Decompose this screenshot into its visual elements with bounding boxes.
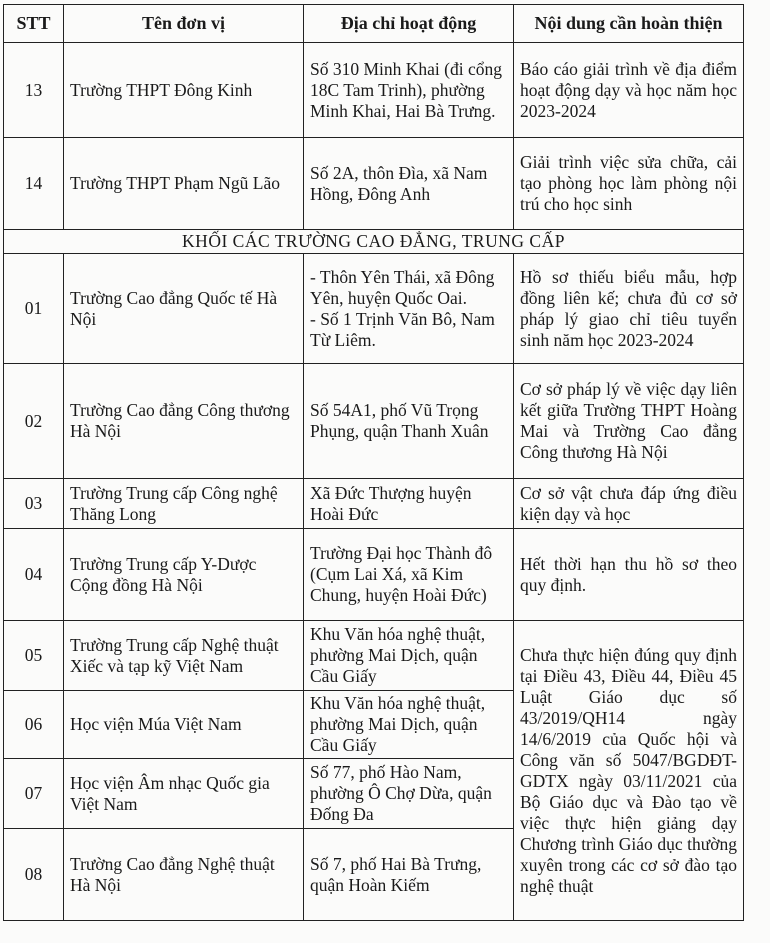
- table-row: [4, 364, 744, 479]
- row-unit-name: Học viện Múa Việt Nam: [64, 691, 304, 759]
- row-stt: 03: [4, 479, 64, 529]
- row-unit-name: Trường THPT Phạm Ngũ Lão: [64, 138, 304, 230]
- row-stt: 04: [4, 529, 64, 621]
- row-stt: 08: [4, 829, 64, 921]
- row-address: Số 7, phố Hai Bà Trưng, quận Hoàn Kiếm: [304, 829, 514, 921]
- table-row: [4, 479, 744, 529]
- row-stt: 13: [4, 43, 64, 138]
- row-unit-name: Trường Trung cấp Công nghệ Thăng Long: [64, 479, 304, 529]
- header-content: Nội dung cần hoàn thiện: [514, 5, 744, 43]
- row-stt: 05: [4, 621, 64, 691]
- row-address: Số 310 Minh Khai (đi cổng 18C Tam Trinh), phường Minh Khai, Hai Bà Trưng.: [304, 43, 514, 138]
- row-address: Khu Văn hóa nghệ thuật, phường Mai Dịch, quận Cầu Giấy: [304, 691, 514, 759]
- table-row: [4, 43, 744, 138]
- row-address: Xã Đức Thượng huyện Hoài Đức: [304, 479, 514, 529]
- row-stt: 01: [4, 254, 64, 364]
- table-row: [4, 529, 744, 621]
- row-stt: 02: [4, 364, 64, 479]
- header-name: Tên đơn vị: [64, 5, 304, 43]
- address-line: - Thôn Yên Thái, xã Đông Yên, huyện Quốc Oai.: [310, 266, 495, 308]
- row-address: Số 77, phố Hào Nam, phường Ô Chợ Dừa, quận Đống Đa: [304, 759, 514, 829]
- address-line: - Số 1 Trịnh Văn Bô, Nam Từ Liêm.: [310, 308, 495, 350]
- row-content: Hết thời hạn thu hồ sơ theo quy định.: [514, 529, 744, 621]
- row-address: Trường Đại học Thành đô (Cụm Lai Xá, xã Kim Chung, huyện Hoài Đức): [304, 529, 514, 621]
- row-stt: 07: [4, 759, 64, 829]
- table-header-row: [4, 5, 744, 43]
- table-row: [4, 621, 744, 691]
- row-content: Cơ sở pháp lý về việc dạy liên kết giữa Trường THPT Hoàng Mai và Trường Cao đẳng Công thương Hà Nội: [514, 364, 744, 479]
- row-address: Khu Văn hóa nghệ thuật, phường Mai Dịch, quận Cầu Giấy: [304, 621, 514, 691]
- row-stt: 06: [4, 691, 64, 759]
- row-unit-name: Trường Cao đẳng Công thương Hà Nội: [64, 364, 304, 479]
- row-address: Số 54A1, phố Vũ Trọng Phụng, quận Thanh Xuân: [304, 364, 514, 479]
- merged-row-content: Chưa thực hiện đúng quy định tại Điều 43, Điều 44, Điều 45 Luật Giáo dục số 43/2019/QH14 ngày 14/6/2019 của Quốc hội và Công văn số 5047/BGDĐT-GDTX ngày 03/11/2021 của Bộ Giáo dục và Đào tạo về việc thực hiện giảng dạy Chương trình Giáo dục thường xuyên trong các cơ sở đào tạo nghệ thuật: [514, 621, 744, 921]
- row-unit-name: Trường THPT Đông Kinh: [64, 43, 304, 138]
- row-address: [304, 254, 514, 364]
- row-unit-name: Trường Trung cấp Nghệ thuật Xiếc và tạp kỹ Việt Nam: [64, 621, 304, 691]
- header-stt: STT: [4, 5, 64, 43]
- row-content: Giải trình việc sửa chữa, cải tạo phòng học làm phòng nội trú cho học sinh: [514, 138, 744, 230]
- row-unit-name: Trường Cao đẳng Quốc tế Hà Nội: [64, 254, 304, 364]
- table-row: [4, 138, 744, 230]
- section-row: [4, 230, 744, 254]
- row-address: Số 2A, thôn Đìa, xã Nam Hồng, Đông Anh: [304, 138, 514, 230]
- row-unit-name: Học viện Âm nhạc Quốc gia Việt Nam: [64, 759, 304, 829]
- row-stt: 14: [4, 138, 64, 230]
- table-row: [4, 254, 744, 364]
- units-table: [3, 4, 744, 921]
- row-unit-name: Trường Trung cấp Y-Dược Cộng đồng Hà Nội: [64, 529, 304, 621]
- row-content: Hồ sơ thiếu biểu mẫu, hợp đồng liên kế; chưa đủ cơ sở pháp lý giao chỉ tiêu tuyển sinh năm học 2023-2024: [514, 254, 744, 364]
- section-title: KHỐI CÁC TRƯỜNG CAO ĐẲNG, TRUNG CẤP: [4, 230, 744, 254]
- header-address: Địa chỉ hoạt động: [304, 5, 514, 43]
- row-content: Báo cáo giải trình về địa điểm hoạt động dạy và học năm học 2023-2024: [514, 43, 744, 138]
- row-unit-name: Trường Cao đẳng Nghệ thuật Hà Nội: [64, 829, 304, 921]
- row-content: Cơ sở vật chưa đáp ứng điều kiện dạy và học: [514, 479, 744, 529]
